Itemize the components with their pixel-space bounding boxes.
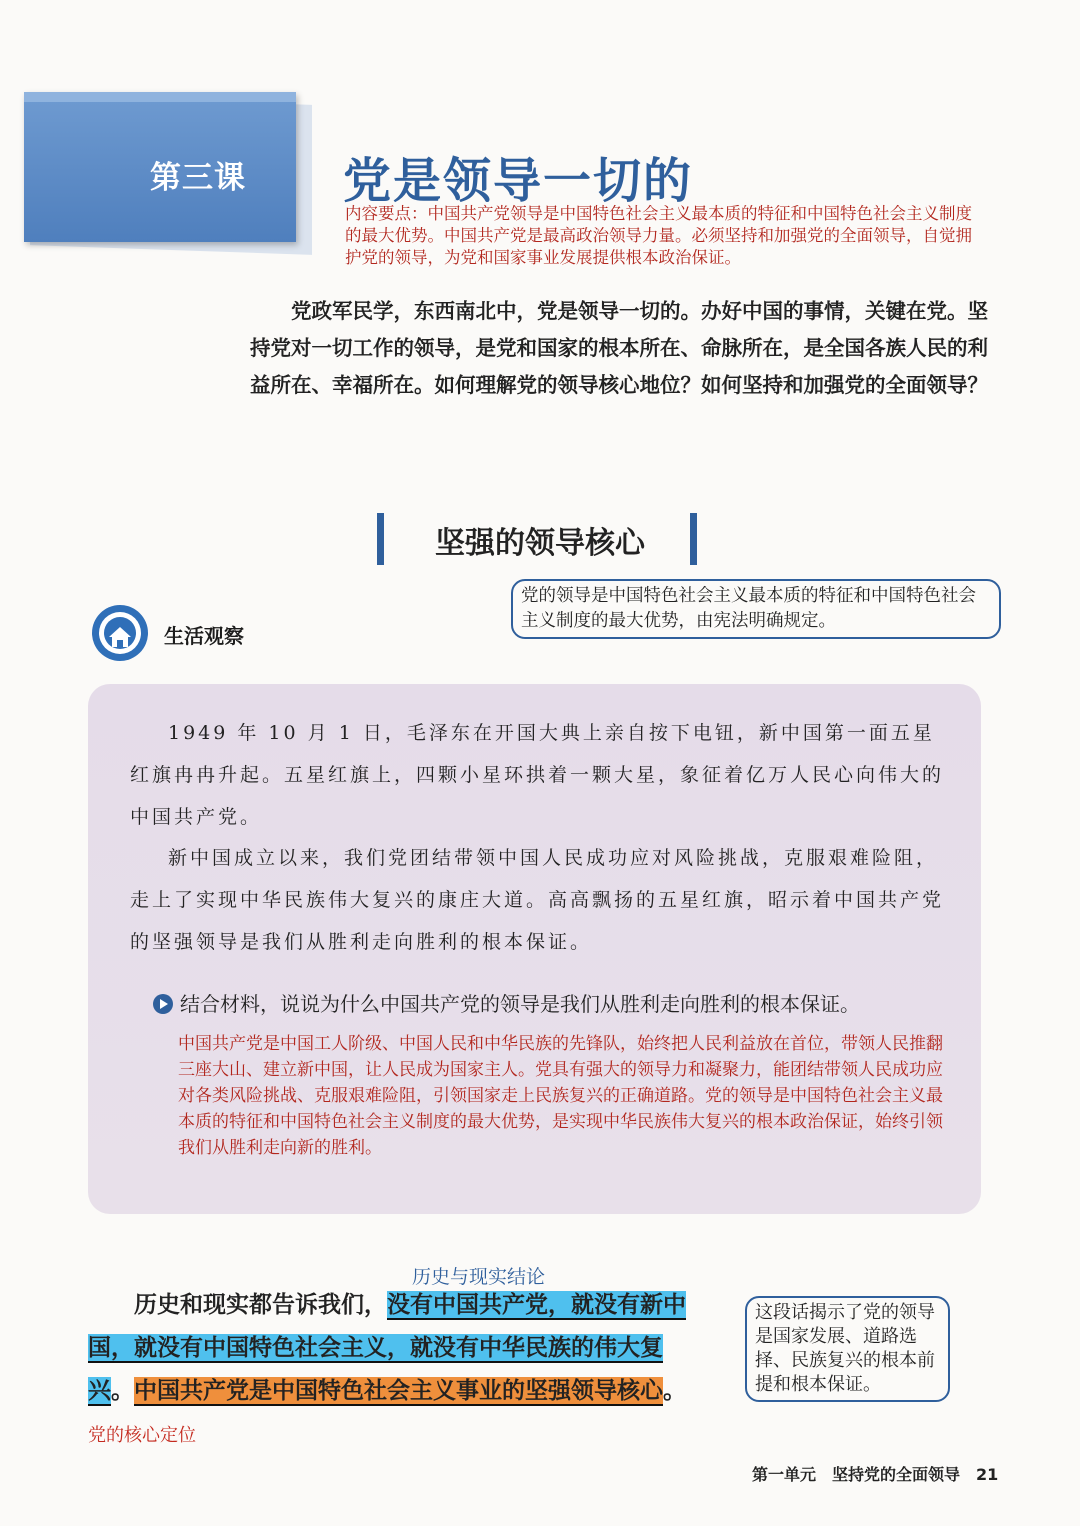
period-2: 。: [663, 1377, 686, 1404]
page-footer: 第一单元 坚持党的全面领导 21: [752, 1465, 999, 1484]
section-bar-right: [690, 513, 697, 565]
conclusion-paragraph: [88, 1283, 693, 1457]
side-note: 这段话揭示了党的领导是国家发展、道路选择、民族复兴的根本前提和根本保证。: [745, 1296, 950, 1402]
section-bar-left: [377, 513, 384, 565]
lesson-number: 第三课: [150, 160, 246, 196]
section-note: 党的领导是中国特色社会主义最本质的特征和中国特色社会主义制度的最大优势，由宪法明确规定。: [511, 579, 1001, 639]
conclusion-lead: 历史和现实都告诉我们，: [134, 1291, 387, 1318]
section-title: 坚强的领导核心: [435, 526, 645, 561]
intro-paragraph: 党政军民学，东西南北中，党是领导一切的。办好中国的事情，关键在党。坚持党对一切工作的领导，是党和国家的根本所在、命脉所在，是全国各族人民的利益所在、幸福所在。如何理解党的领导核心地位？如何坚持和加强党的全面领导？: [250, 299, 988, 397]
highlight-blue: 没有中国共产党，就没有新中国，就没有中国特色社会主义，就没有中华民族的伟大复兴: [88, 1291, 686, 1404]
material-paragraph-2: 新中国成立以来，我们党团结带领中国人民成功应对风险挑战，克服艰难险阻，走上了实现中华民族伟大复兴的康庄大道。高高飘扬的五星红旗，昭示着中国共产党的坚强领导是我们从胜利走向胜利的根本保证。: [130, 847, 945, 953]
play-icon: [153, 994, 173, 1014]
answer-annotation: 中国共产党是中国工人阶级、中国人民和中华民族的先锋队，始终把人民利益放在首位，带领人民推翻三座大山、建立新中国，让人民成为国家主人。党具有强大的领导力和凝聚力，能团结带领人民成功应对各类风险挑战、克服艰难险阻，引领国家走上民族复兴的正确道路。党的领导是中国特色社会主义最本质的特征和中国特色社会主义制度的最大优势，是实现中华民族伟大复兴的根本政治保证，始终引领我们从胜利走向新的胜利。: [178, 1034, 943, 1158]
lesson-title: 党是领导一切的: [343, 153, 694, 209]
observation-icon: [92, 605, 148, 661]
key-points: 内容要点：中国共产党领导是中国特色社会主义最本质的特征和中国特色社会主义制度的最大优势。中国共产党是最高政治领导力量。必须坚持和加强党的全面领导，自觉拥护党的领导，为党和国家事业发展提供根本政治保证。: [345, 204, 972, 267]
observation-label: 生活观察: [164, 624, 244, 648]
conclusion-label: 历史与现实结论: [412, 1266, 546, 1288]
highlight-orange: 中国共产党是中国特色社会主义事业的坚强领导核心: [134, 1377, 663, 1404]
discussion-question: 结合材料，说说为什么中国共产党的领导是我们从胜利走向胜利的根本保证。: [180, 992, 860, 1016]
core-position-label: 党的核心定位: [88, 1425, 196, 1446]
period-1: 。: [111, 1377, 134, 1404]
material-paragraph-1: 1949 年 10 月 1 日，毛泽东在开国大典上亲自按下电钮，新中国第一面五星红旗冉冉升起。五星红旗上，四颗小星环拱着一颗大星，象征着亿万人民心向伟大的中国共产党。: [130, 722, 945, 828]
banner-stripe: [24, 92, 296, 102]
